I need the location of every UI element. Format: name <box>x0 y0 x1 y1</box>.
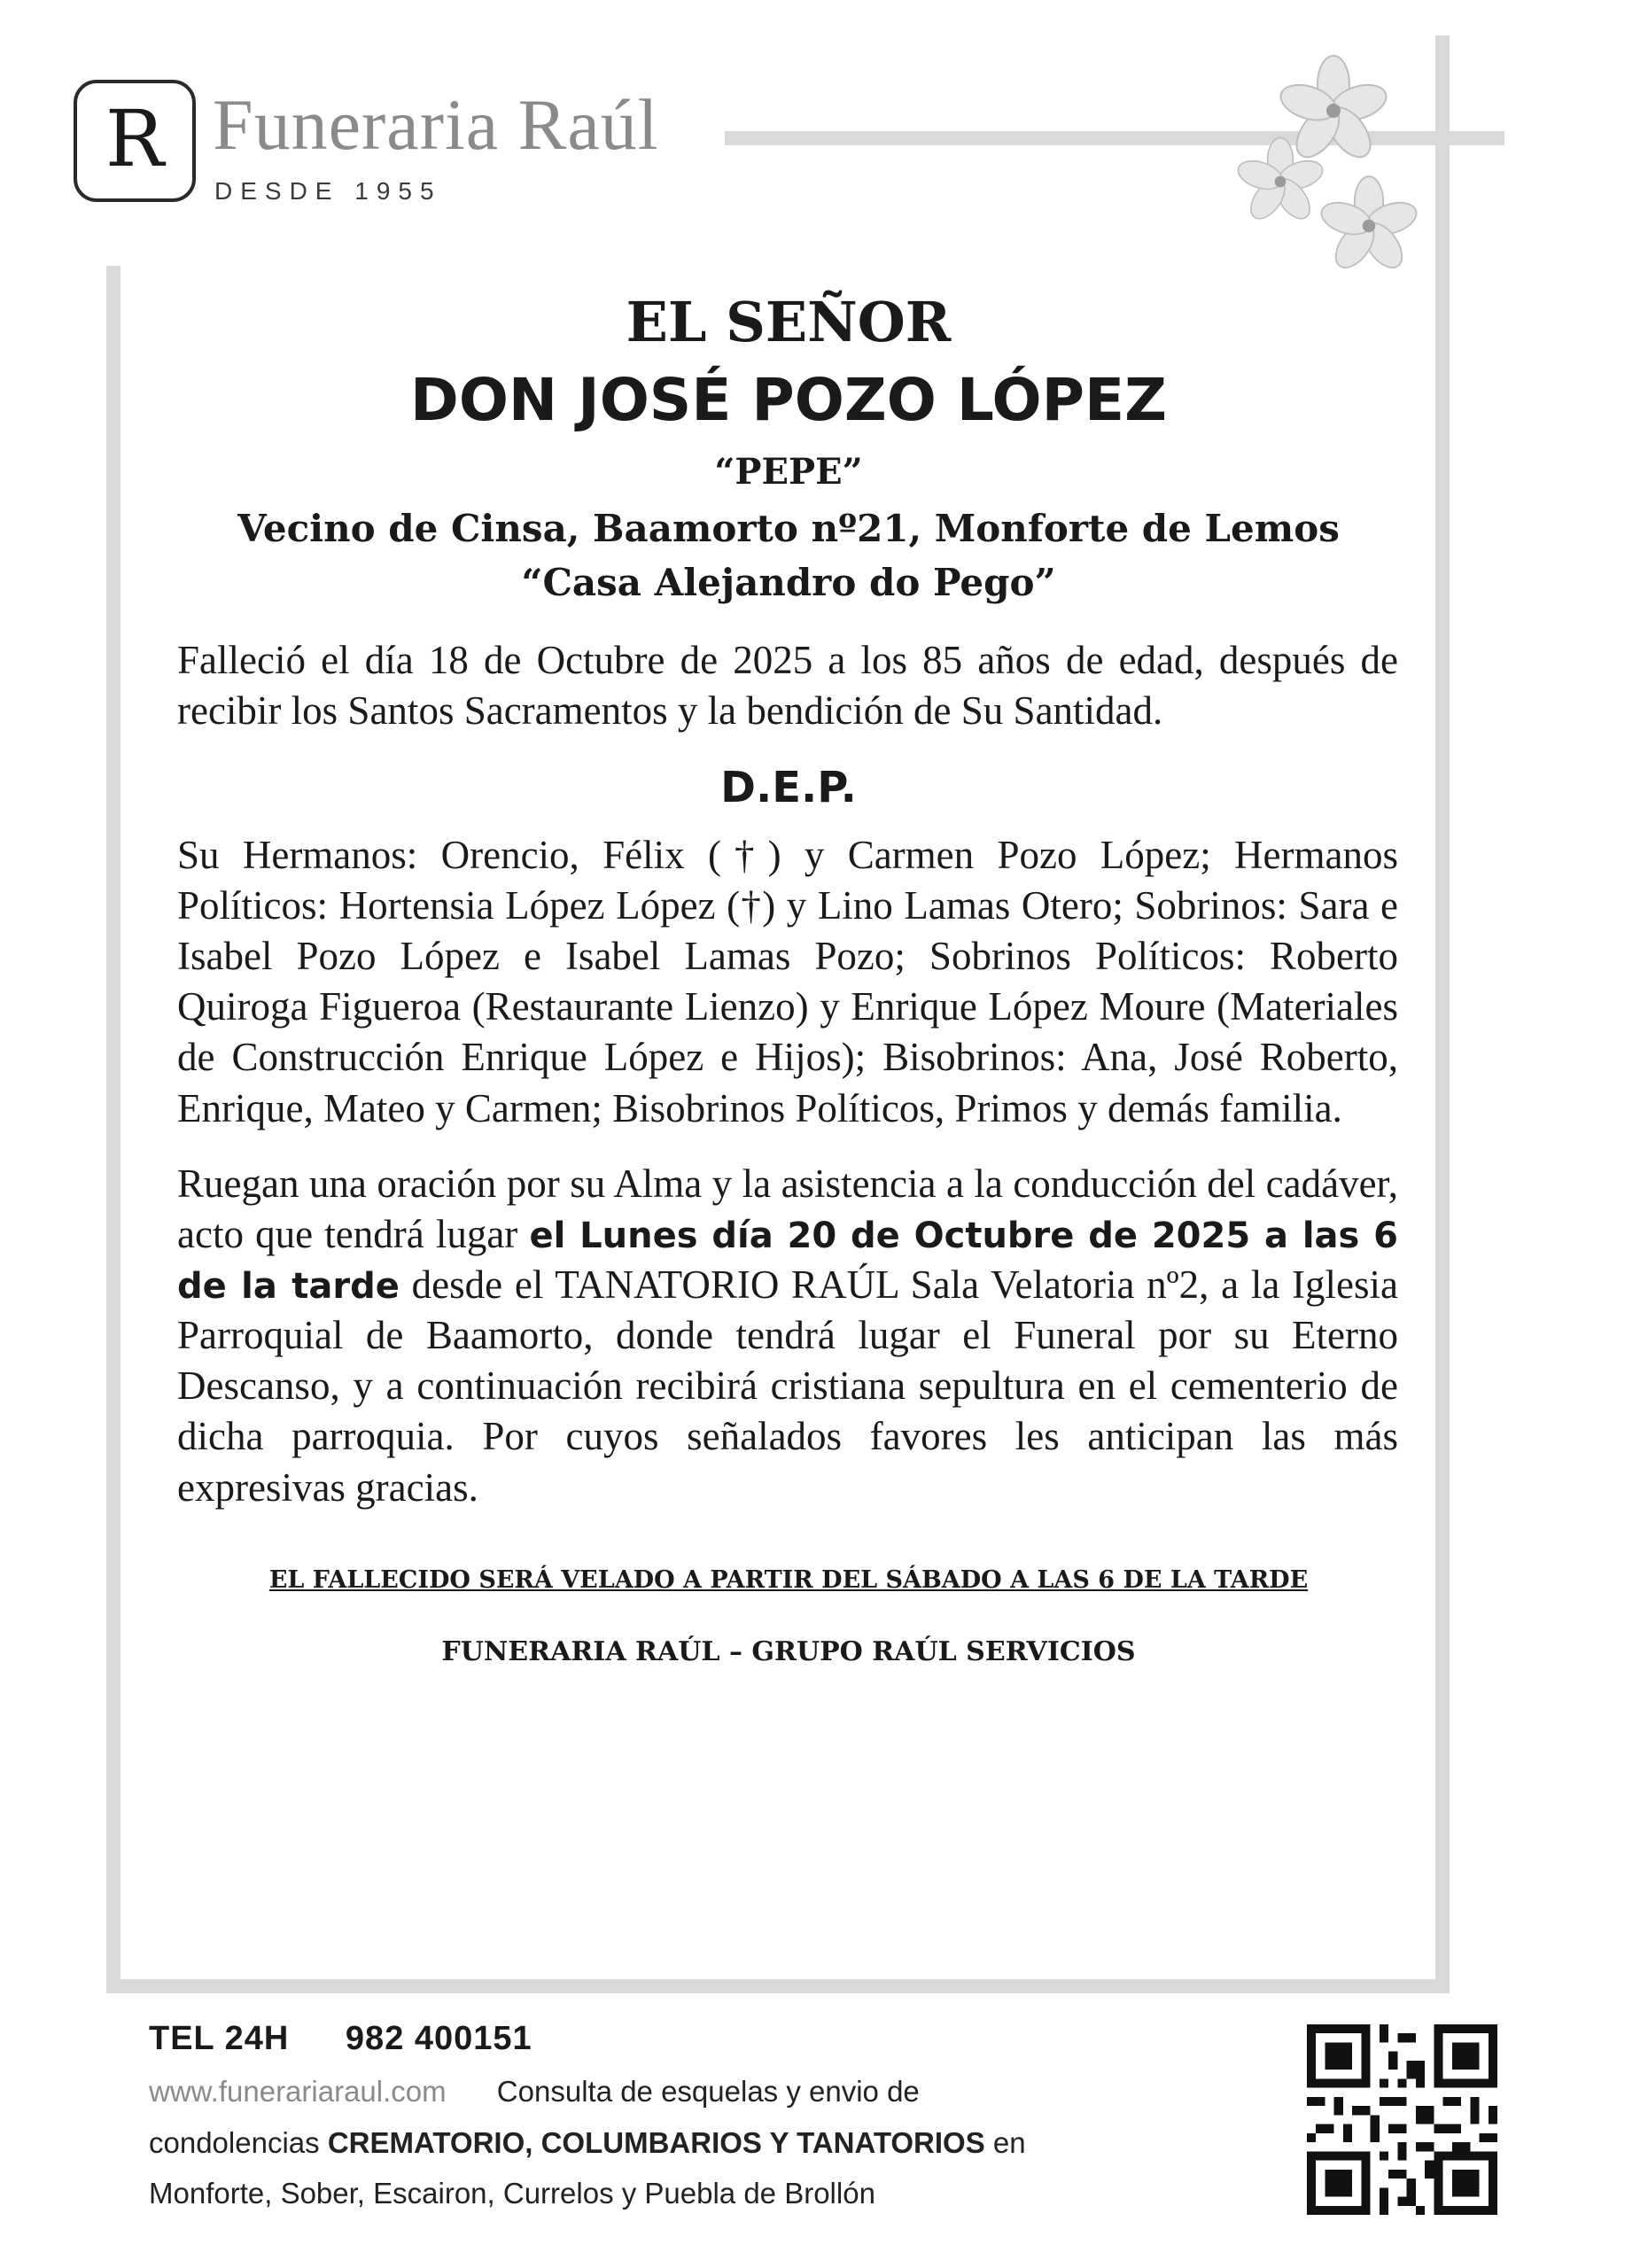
footer-locations: Monforte, Sober, Escairon, Currelos y Puebla de Brollón <box>149 2177 875 2210</box>
phone-number[interactable]: 982 400151 <box>345 2020 532 2057</box>
services-text: CREMATORIO, COLUMBARIOS Y TANATORIOS <box>327 2125 985 2159</box>
en-text: en <box>992 2125 1026 2159</box>
death-paragraph: Falleció el día 18 de Octubre de 2025 a los 85 años de edad, después de recibir los Santos Sacramentos y la bendición de Su Santidad. <box>177 637 1398 733</box>
logo-letter: R <box>105 93 165 184</box>
footer <box>149 2020 1248 2211</box>
prayer-datetime: el Lunes día 20 de Octubre de 2025 a las 6 de la tarde <box>177 1215 1399 1307</box>
brand-name: Funeraria Raúl <box>213 84 659 165</box>
obituary-content <box>177 292 1400 1667</box>
frame-right <box>1435 35 1450 1993</box>
deceased-house: “Casa Alejandro do Pego” <box>521 560 1056 604</box>
footer-services-line <box>149 2125 1248 2161</box>
prayer-intro: Ruegan una oración por su Alma y la asistencia a la conducción del cadáver, acto que tendrá lugar <box>177 1161 1398 1256</box>
qr-code[interactable] <box>1307 2024 1497 2215</box>
logo-mark <box>74 80 196 202</box>
brand-since: DESDE 1955 <box>214 177 442 205</box>
deceased-address: Vecino de Cinsa, Baamorto nº21, Monforte de Lemos <box>237 506 1340 550</box>
group-name: FUNERARIA RAÚL – GRUPO RAÚL SERVICIOS <box>441 1635 1136 1667</box>
prayer-rest: desde el TANATORIO RAÚL Sala Velatoria nº2, a la Iglesia Parroquial de Baamorto, donde tendrá lugar el Funeral por su Eterno Descanso, y a continuación recibirá cristiana sepultura en el cementerio de dicha parroquia. Por cuyos señalados favores les anticipan las más expresivas gracias. <box>177 1262 1399 1510</box>
consult-text: Consulta de esquelas y envio de <box>496 2075 920 2108</box>
deceased-name: DON JOSÉ POZO LÓPEZ <box>410 366 1167 435</box>
frame-left <box>106 266 120 1993</box>
website-link[interactable]: www.funerariaraul.com <box>149 2075 447 2108</box>
condolences-text: condolencias <box>149 2125 320 2159</box>
dep-heading: D.E.P. <box>720 762 857 812</box>
phone-label: TEL 24H <box>149 2020 290 2057</box>
wake-notice: EL FALLECIDO SERÁ VELADO A PARTIR DEL SÁBADO A LAS 6 DE LA TARDE <box>268 1565 1309 1594</box>
deceased-nickname: “PEPE” <box>714 450 863 493</box>
flowers-illustration <box>1201 49 1431 279</box>
notice-title: EL SEÑOR <box>626 290 952 354</box>
frame-bottom <box>106 1979 1450 1993</box>
family-paragraph: Su Hermanos: Orencio, Félix (†) y Carmen Pozo López; Hermanos Políticos: Hortensia López López (†) y Lino Lamas Otero; Sobrinos: Sara e Isabel Pozo López e Isabel Lamas Pozo; Sobrinos Políticos: Roberto Quiroga Figueroa (Restaurante Lienzo) y Enrique López Moure (Materiales de Construcción Enrique López e Hijos); Bisobrinos: Ana, José Roberto, Enrique, Mateo y Carmen; Bisobrinos Políticos, Primos y demás familia. <box>177 832 1398 1130</box>
phone-line <box>149 2020 1248 2058</box>
footer-consult-line <box>149 2074 1248 2109</box>
prayer-paragraph <box>177 1159 1400 1513</box>
